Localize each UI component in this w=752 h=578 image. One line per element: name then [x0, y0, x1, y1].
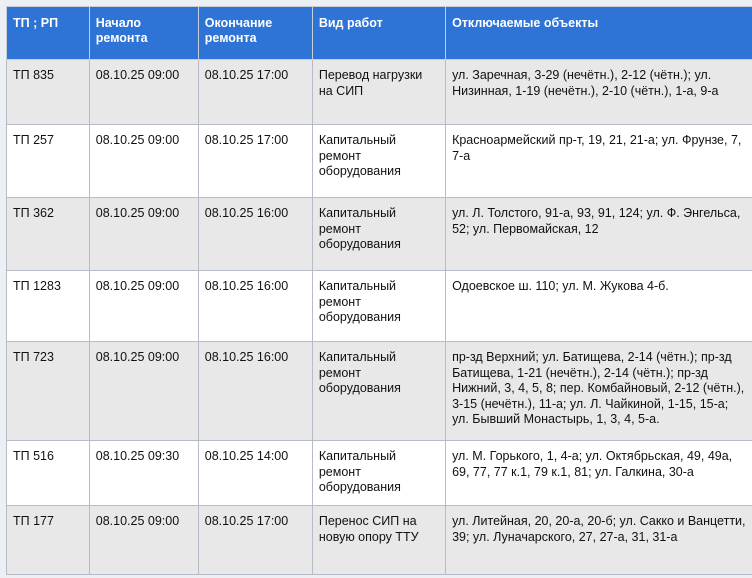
header-end: Окончание ремонта	[198, 7, 312, 60]
cell-objects: Одоевское ш. 110; ул. М. Жукова 4-б.	[446, 271, 752, 342]
cell-objects: ул. М. Горького, 1, 4-а; ул. Октябрьская, 49, 49а, 69, 77, 77 к.1, 79 к.1, 81; ул. Галкина, 30-а	[446, 441, 752, 506]
table-row	[7, 125, 752, 198]
cell-work-type: Перенос СИП на новую опору ТТУ	[312, 506, 445, 575]
cell-objects: пр-зд Верхний; ул. Батищева, 2-14 (чётн.); пр-зд Батищева, 1-21 (нечётн.), 2-14 (чётн.); пр-зд Нижний, 3, 4, 5, 8; пер. Комбайновый, 2-12 (чётн.), 3-15 (нечётн.), 11-а; ул. Л. Чайкиной, 1-15, 15-а; ул. Бывший Монастырь, 1, 3, 4, 5-а.	[446, 342, 752, 441]
cell-work-type: Капитальный ремонт оборудования	[312, 271, 445, 342]
table-row	[7, 271, 752, 342]
cell-tp: ТП 723	[7, 342, 90, 441]
cell-work-type: Капитальный ремонт оборудования	[312, 198, 445, 271]
cell-objects: ул. Л. Толстого, 91-а, 93, 91, 124; ул. Ф. Энгельса, 52; ул. Первомайская, 12	[446, 198, 752, 271]
header-tp: ТП ; РП	[7, 7, 90, 60]
cell-tp: ТП 362	[7, 198, 90, 271]
table-row	[7, 60, 752, 125]
table-header	[7, 7, 752, 60]
cell-end: 08.10.25 16:00	[198, 271, 312, 342]
outage-schedule-table	[6, 6, 752, 575]
cell-tp: ТП 177	[7, 506, 90, 575]
cell-tp: ТП 516	[7, 441, 90, 506]
table-row	[7, 506, 752, 575]
cell-work-type: Капитальный ремонт оборудования	[312, 342, 445, 441]
cell-start: 08.10.25 09:30	[89, 441, 198, 506]
cell-end: 08.10.25 16:00	[198, 342, 312, 441]
cell-start: 08.10.25 09:00	[89, 125, 198, 198]
table-row	[7, 441, 752, 506]
cell-start: 08.10.25 09:00	[89, 506, 198, 575]
cell-end: 08.10.25 17:00	[198, 125, 312, 198]
cell-tp: ТП 257	[7, 125, 90, 198]
cell-tp: ТП 1283	[7, 271, 90, 342]
cell-work-type: Перевод нагрузки на СИП	[312, 60, 445, 125]
cell-objects: Красноармейский пр-т, 19, 21, 21-а; ул. Фрунзе, 7, 7-а	[446, 125, 752, 198]
cell-work-type: Капитальный ремонт оборудования	[312, 125, 445, 198]
cell-work-type: Капитальный ремонт оборудования	[312, 441, 445, 506]
header-start: Начало ремонта	[89, 7, 198, 60]
cell-objects: ул. Литейная, 20, 20-а, 20-б; ул. Сакко и Ванцетти, 39; ул. Луначарского, 27, 27-а, 31, 31-а	[446, 506, 752, 575]
cell-start: 08.10.25 09:00	[89, 342, 198, 441]
header-work-type: Вид работ	[312, 7, 445, 60]
cell-start: 08.10.25 09:00	[89, 60, 198, 125]
cell-start: 08.10.25 09:00	[89, 198, 198, 271]
table-body	[7, 60, 752, 575]
table-row	[7, 342, 752, 441]
cell-start: 08.10.25 09:00	[89, 271, 198, 342]
cell-end: 08.10.25 17:00	[198, 60, 312, 125]
cell-end: 08.10.25 14:00	[198, 441, 312, 506]
table-row	[7, 198, 752, 271]
header-objects: Отключаемые объекты	[446, 7, 752, 60]
cell-objects: ул. Заречная, 3-29 (нечётн.), 2-12 (чётн.); ул. Низинная, 1-19 (нечётн.), 2-10 (чётн.), 1-а, 9-а	[446, 60, 752, 125]
cell-end: 08.10.25 16:00	[198, 198, 312, 271]
header-row	[7, 7, 752, 60]
cell-end: 08.10.25 17:00	[198, 506, 312, 575]
cell-tp: ТП 835	[7, 60, 90, 125]
